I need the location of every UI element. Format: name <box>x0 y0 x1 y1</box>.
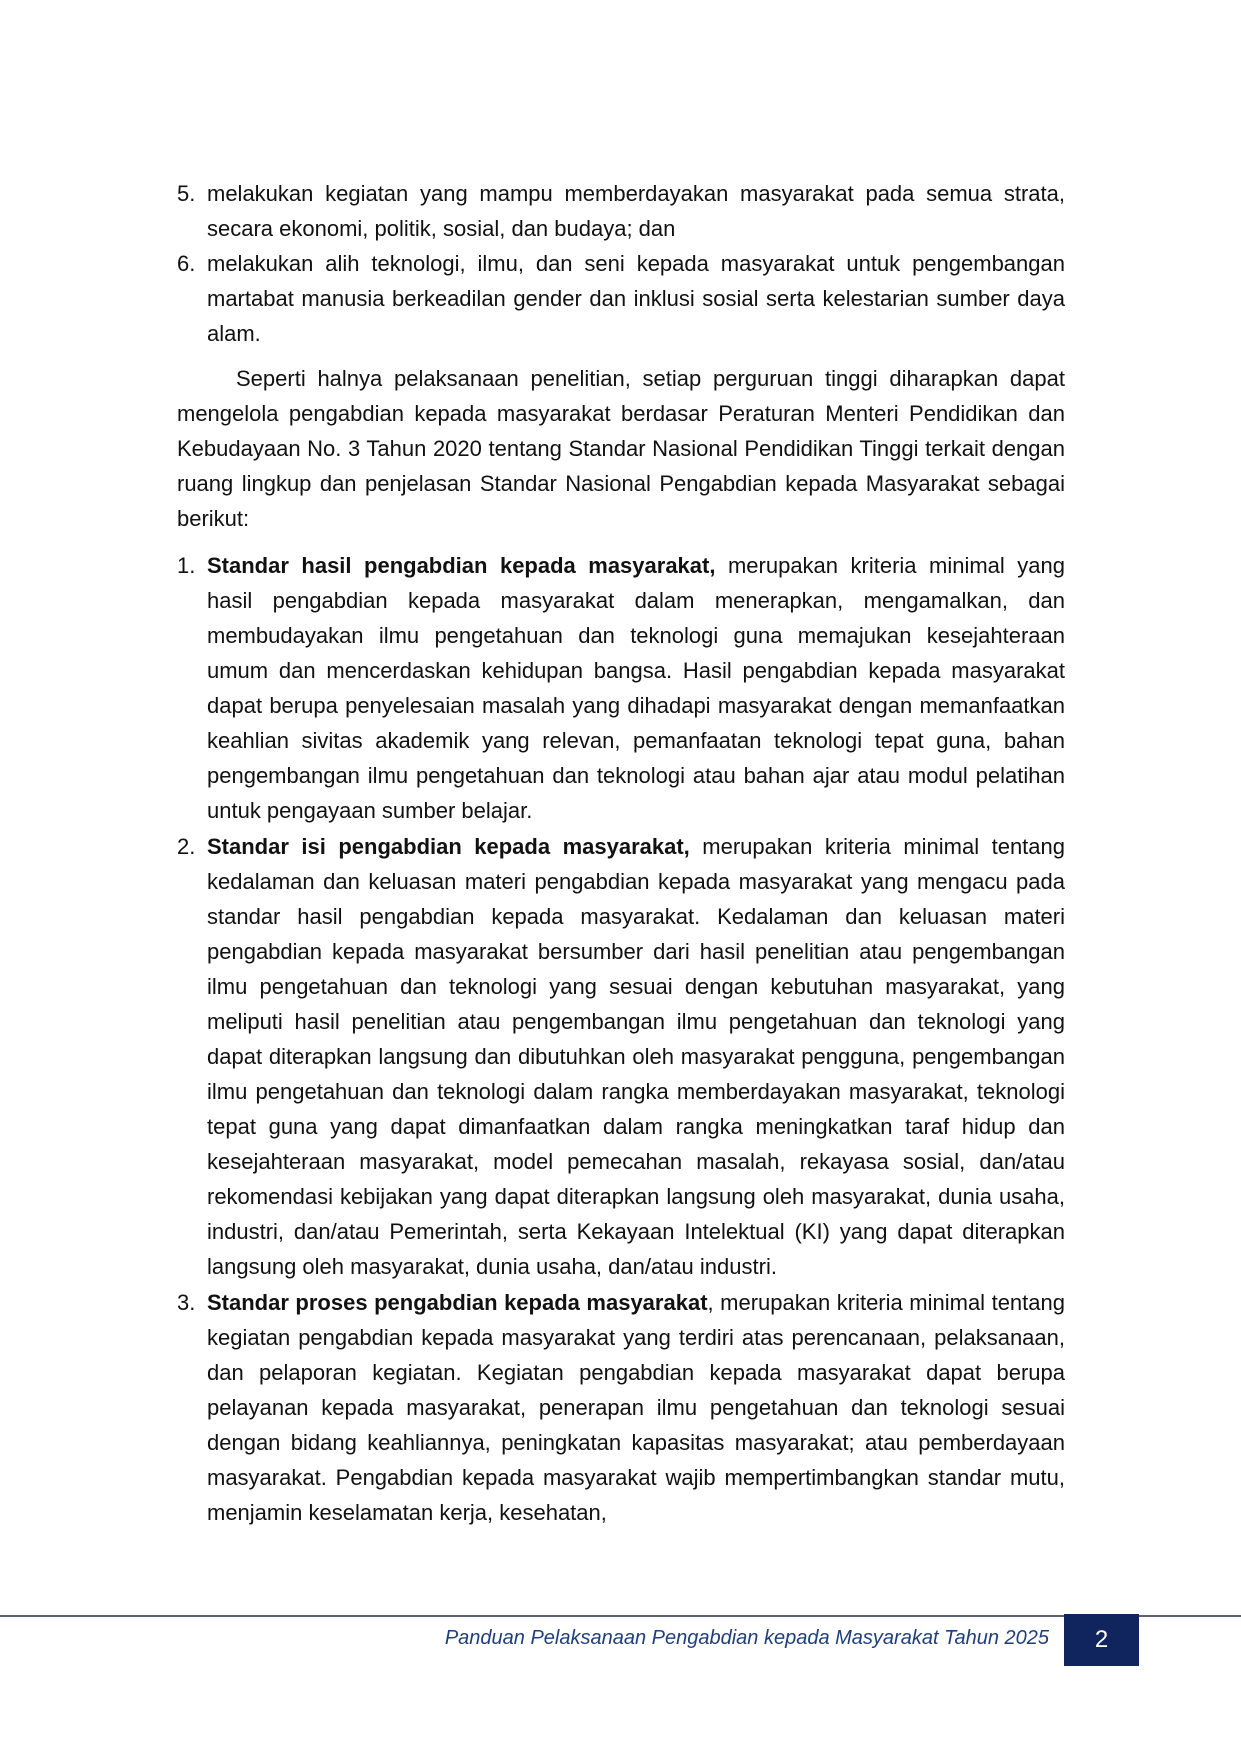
intro-paragraph: Seperti halnya pelaksanaan penelitian, setiap perguruan tinggi diharapkan dapat mengelola pengabdian kepada masyarakat berdasar Peraturan Menteri Pendidikan dan Kebudayaan No. 3 Tahun 2020 tentang Standar Nasional Pendidikan Tinggi terkait dengan ruang lingkup dan penjelasan Standar Nasional Pengabdian kepada Masyarakat sebagai berikut: <box>177 366 1065 531</box>
standard-title: Standar isi pengabdian kepada masyarakat, <box>207 834 690 859</box>
list-number: 2. <box>177 834 196 859</box>
list-item <box>177 176 1065 246</box>
standard-item <box>177 829 1065 1284</box>
standard-title: Standar proses pengabdian kepada masyarakat <box>207 1290 708 1315</box>
footer-divider <box>0 1615 1241 1617</box>
standards-list <box>177 548 1065 1530</box>
list-number: 1. <box>177 553 196 578</box>
standard-title: Standar hasil pengabdian kepada masyarakat, <box>207 553 716 578</box>
list-number: 6. <box>177 251 196 276</box>
standard-item <box>177 548 1065 828</box>
standard-text: , merupakan kriteria minimal tentang kegiatan pengabdian kepada masyarakat yang terdiri atas perencanaan, pelaksanaan, dan pelaporan kegiatan. Kegiatan pengabdian kepada masyarakat dapat berupa pelayanan kepada masyarakat, penerapan ilmu pengetahuan dan teknologi sesuai dengan bidang keahliannya, peningkatan kapasitas masyarakat; atau pemberdayaan masyarakat. Pengabdian kepada masyarakat wajib mempertimbangkan standar mutu, menjamin keselamatan kerja, kesehatan, <box>207 1290 1065 1525</box>
standard-text: merupakan kriteria minimal yang hasil pengabdian kepada masyarakat dalam menerapkan, mengamalkan, dan membudayakan ilmu pengetahuan dan teknologi guna memajukan kesejahteraan umum dan mencerdaskan kehidupan bangsa. Hasil pengabdian kepada masyarakat dapat berupa penyelesaian masalah yang dihadapi masyarakat dengan memanfaatkan keahlian sivitas akademik yang relevan, pemanfaatan teknologi tepat guna, bahan pengembangan ilmu pengetahuan dan teknologi atau bahan ajar atau modul pelatihan untuk pengayaan sumber belajar. <box>207 553 1065 823</box>
list-number: 5. <box>177 181 196 206</box>
page-number-badge <box>1064 1614 1139 1666</box>
list-item <box>177 246 1065 351</box>
list-item-text: melakukan alih teknologi, ilmu, dan seni kepada masyarakat untuk pengembangan martabat manusia berkeadilan gender dan inklusi sosial serta kelestarian sumber daya alam. <box>207 251 1065 346</box>
list-number: 3. <box>177 1290 196 1315</box>
page-number: 2 <box>1094 1626 1109 1653</box>
continued-list <box>177 176 1065 351</box>
standard-item <box>177 1285 1065 1530</box>
document-body <box>177 176 1065 1531</box>
list-item-text: melakukan kegiatan yang mampu memberdayakan masyarakat pada semua strata, secara ekonomi, politik, sosial, dan budaya; dan <box>207 181 1065 241</box>
footer-title: Panduan Pelaksanaan Pengabdian kepada Masyarakat Tahun 2025 <box>444 1627 1049 1649</box>
standard-text: merupakan kriteria minimal tentang kedalaman dan keluasan materi pengabdian kepada masyarakat yang mengacu pada standar hasil pengabdian kepada masyarakat. Kedalaman dan keluasan materi pengabdian kepada masyarakat bersumber dari hasil penelitian atau pengembangan ilmu pengetahuan dan teknologi yang sesuai dengan kebutuhan masyarakat, yang meliputi hasil penelitian atau pengembangan ilmu pengetahuan dan teknologi yang dapat diterapkan langsung dan dibutuhkan oleh masyarakat pengguna, pengembangan ilmu pengetahuan dan teknologi dalam rangka memberdayakan masyarakat, teknologi tepat guna yang dapat dimanfaatkan dalam rangka meningkatkan taraf hidup dan kesejahteraan masyarakat, model pemecahan masalah, rekayasa sosial, dan/atau rekomendasi kebijakan yang dapat diterapkan langsung oleh masyarakat, dunia usaha, industri, dan/atau Pemerintah, serta Kekayaan Intelektual (KI) yang dapat diterapkan langsung oleh masyarakat, dunia usaha, dan/atau industri. <box>207 834 1066 1279</box>
